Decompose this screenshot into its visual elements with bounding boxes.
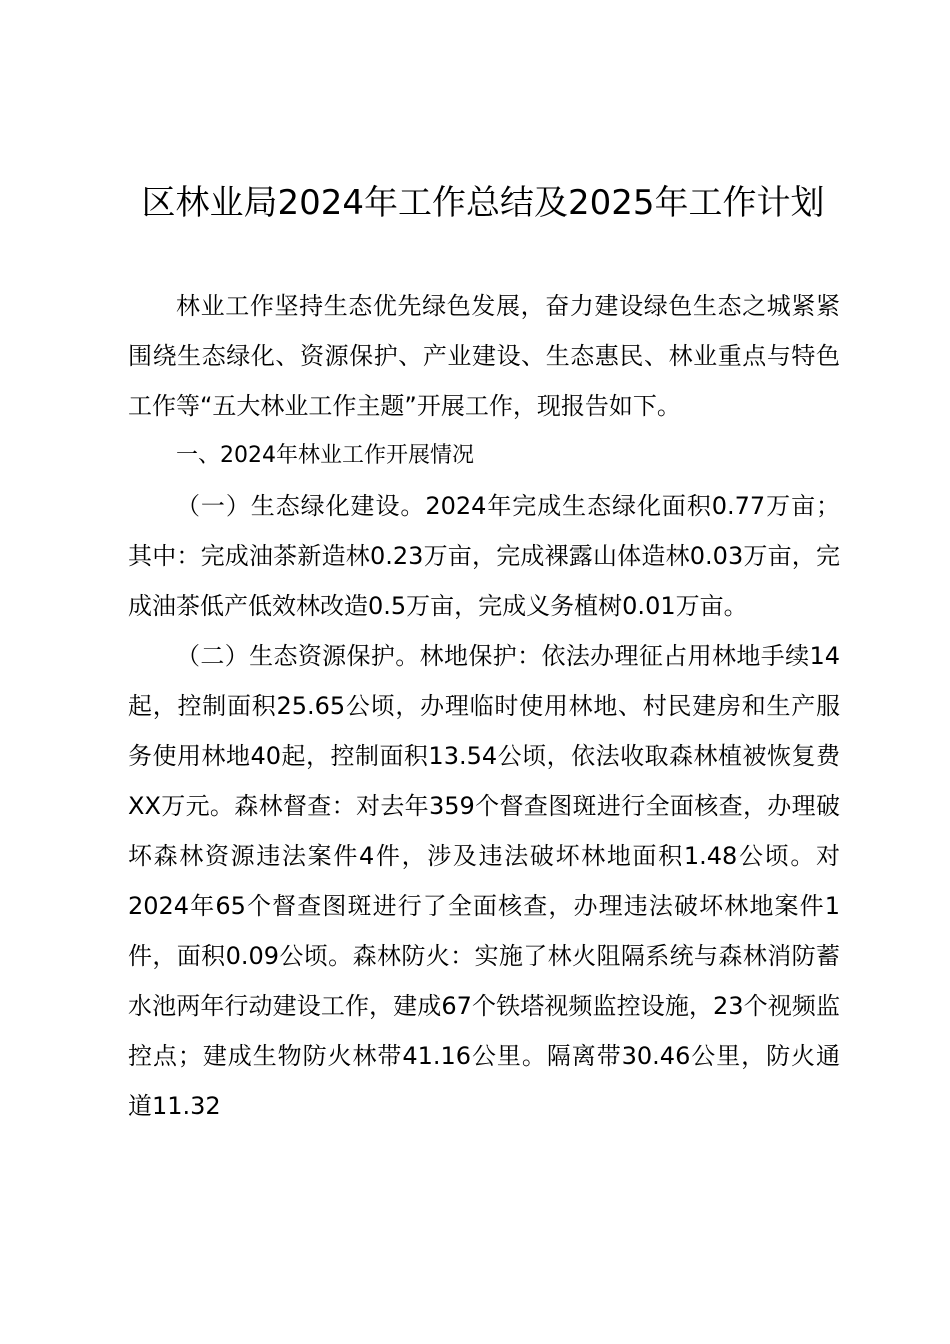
document-title: 区林业局2024年工作总结及2025年工作计划	[141, 183, 825, 223]
subsection-ecological-greening: （一）生态绿化建设。2024年完成生态绿化面积0.77万亩；其中：完成油茶新造林0.23万亩，完成裸露山体造林0.03万亩，完成油茶低产低效林改造0.5万亩，完成义务植树0.01万亩。	[128, 492, 840, 620]
section-heading: 一、2024年林业工作开展情况	[176, 443, 474, 468]
intro-paragraph: 林业工作坚持生态优先绿色发展，奋力建设绿色生态之城紧紧围绕生态绿化、资源保护、产业建设、生态惠民、林业重点与特色工作等“五大林业工作主题”开展工作，现报告如下。	[128, 292, 840, 420]
subsection-resource-protection: （二）生态资源保护。林地保护：依法办理征占用林地手续14起，控制面积25.65公顷，办理临时使用林地、村民建房和生产服务使用林地40起，控制面积13.54公顷，依法收取森林植被恢复费XX万元。森林督查：对去年359个督查图斑进行全面核查，办理破坏森林资源违法案件4件，涉及违法破坏林地面积1.48公顷。对2024年65个督查图斑进行了全面核查，办理违法破坏林地案件1件，面积0.09公顷。森林防火：实施了林火阻隔系统与森林消防蓄水池两年行动建设工作，建成67个铁塔视频监控设施，23个视频监控点；建成生物防火林带41.16公里。隔离带30.46公里，防火通道11.32	[128, 642, 840, 1120]
document-body	[128, 281, 840, 1131]
